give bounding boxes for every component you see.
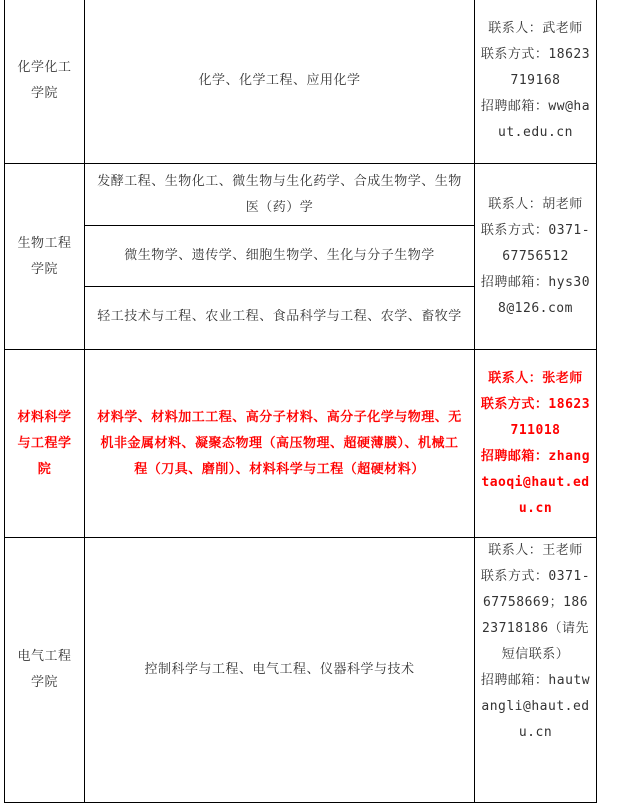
contact-email[interactable]: 招聘邮箱：ww@haut.edu.cn	[480, 99, 591, 140]
contact-email[interactable]: 招聘邮箱：hautwangli@haut.edu.cn	[480, 673, 591, 740]
table-row	[5, 538, 597, 803]
contact-email[interactable]: 招聘邮箱：hys308@126.com	[480, 274, 591, 316]
contact-phone: 联系方式：18623711018	[480, 396, 591, 438]
college-name: 化学化工学院	[5, 0, 85, 164]
college-name: 材料科学与工程学院	[5, 350, 85, 538]
contact-person: 联系人：胡老师	[488, 196, 583, 212]
college-name: 生物工程学院	[5, 164, 85, 350]
majors-cell: 化学、化学工程、应用化学	[85, 0, 475, 164]
majors-subtable	[85, 165, 474, 348]
table-row	[5, 0, 597, 164]
contact-email[interactable]: 招聘邮箱：zhangtaoqi@haut.edu.cn	[480, 448, 591, 516]
majors-cell: 材料学、材料加工工程、高分子材料、高分子化学与物理、无机非金属材料、凝聚态物理（高压物理、超硬薄膜）、机械工程（刀具、磨削）、材料科学与工程（超硬材料）	[85, 350, 475, 538]
contact-person: 联系人：武老师	[488, 21, 583, 36]
majors-cell: 轻工技术与工程、农业工程、食品科学与工程、农学、畜牧学	[97, 309, 462, 325]
majors-cell: 发酵工程、生物化工、微生物与生化药学、合成生物学、生物医（药）学	[85, 165, 474, 225]
contact-phone: 联系方式：18623719168	[480, 47, 591, 88]
contact-phone: 联系方式：0371-67758669；18623718186（请先短信联系）	[480, 569, 591, 662]
college-name: 电气工程学院	[5, 538, 85, 803]
contact-person: 联系人：王老师	[488, 543, 583, 558]
contact-phone: 联系方式：0371-67756512	[480, 222, 591, 264]
recruitment-table	[4, 0, 597, 803]
contact-cell	[475, 350, 597, 538]
majors-subtable-cell	[85, 164, 475, 350]
majors-cell: 控制科学与工程、电气工程、仪器科学与技术	[85, 538, 475, 803]
contact-cell	[475, 0, 597, 164]
table-row-highlighted	[5, 350, 597, 538]
table-row	[5, 164, 597, 350]
contact-person: 联系人：张老师	[488, 370, 583, 386]
contact-cell	[475, 164, 597, 350]
contact-cell	[475, 538, 597, 803]
majors-cell: 微生物学、遗传学、细胞生物学、生化与分子生物学	[85, 225, 474, 286]
